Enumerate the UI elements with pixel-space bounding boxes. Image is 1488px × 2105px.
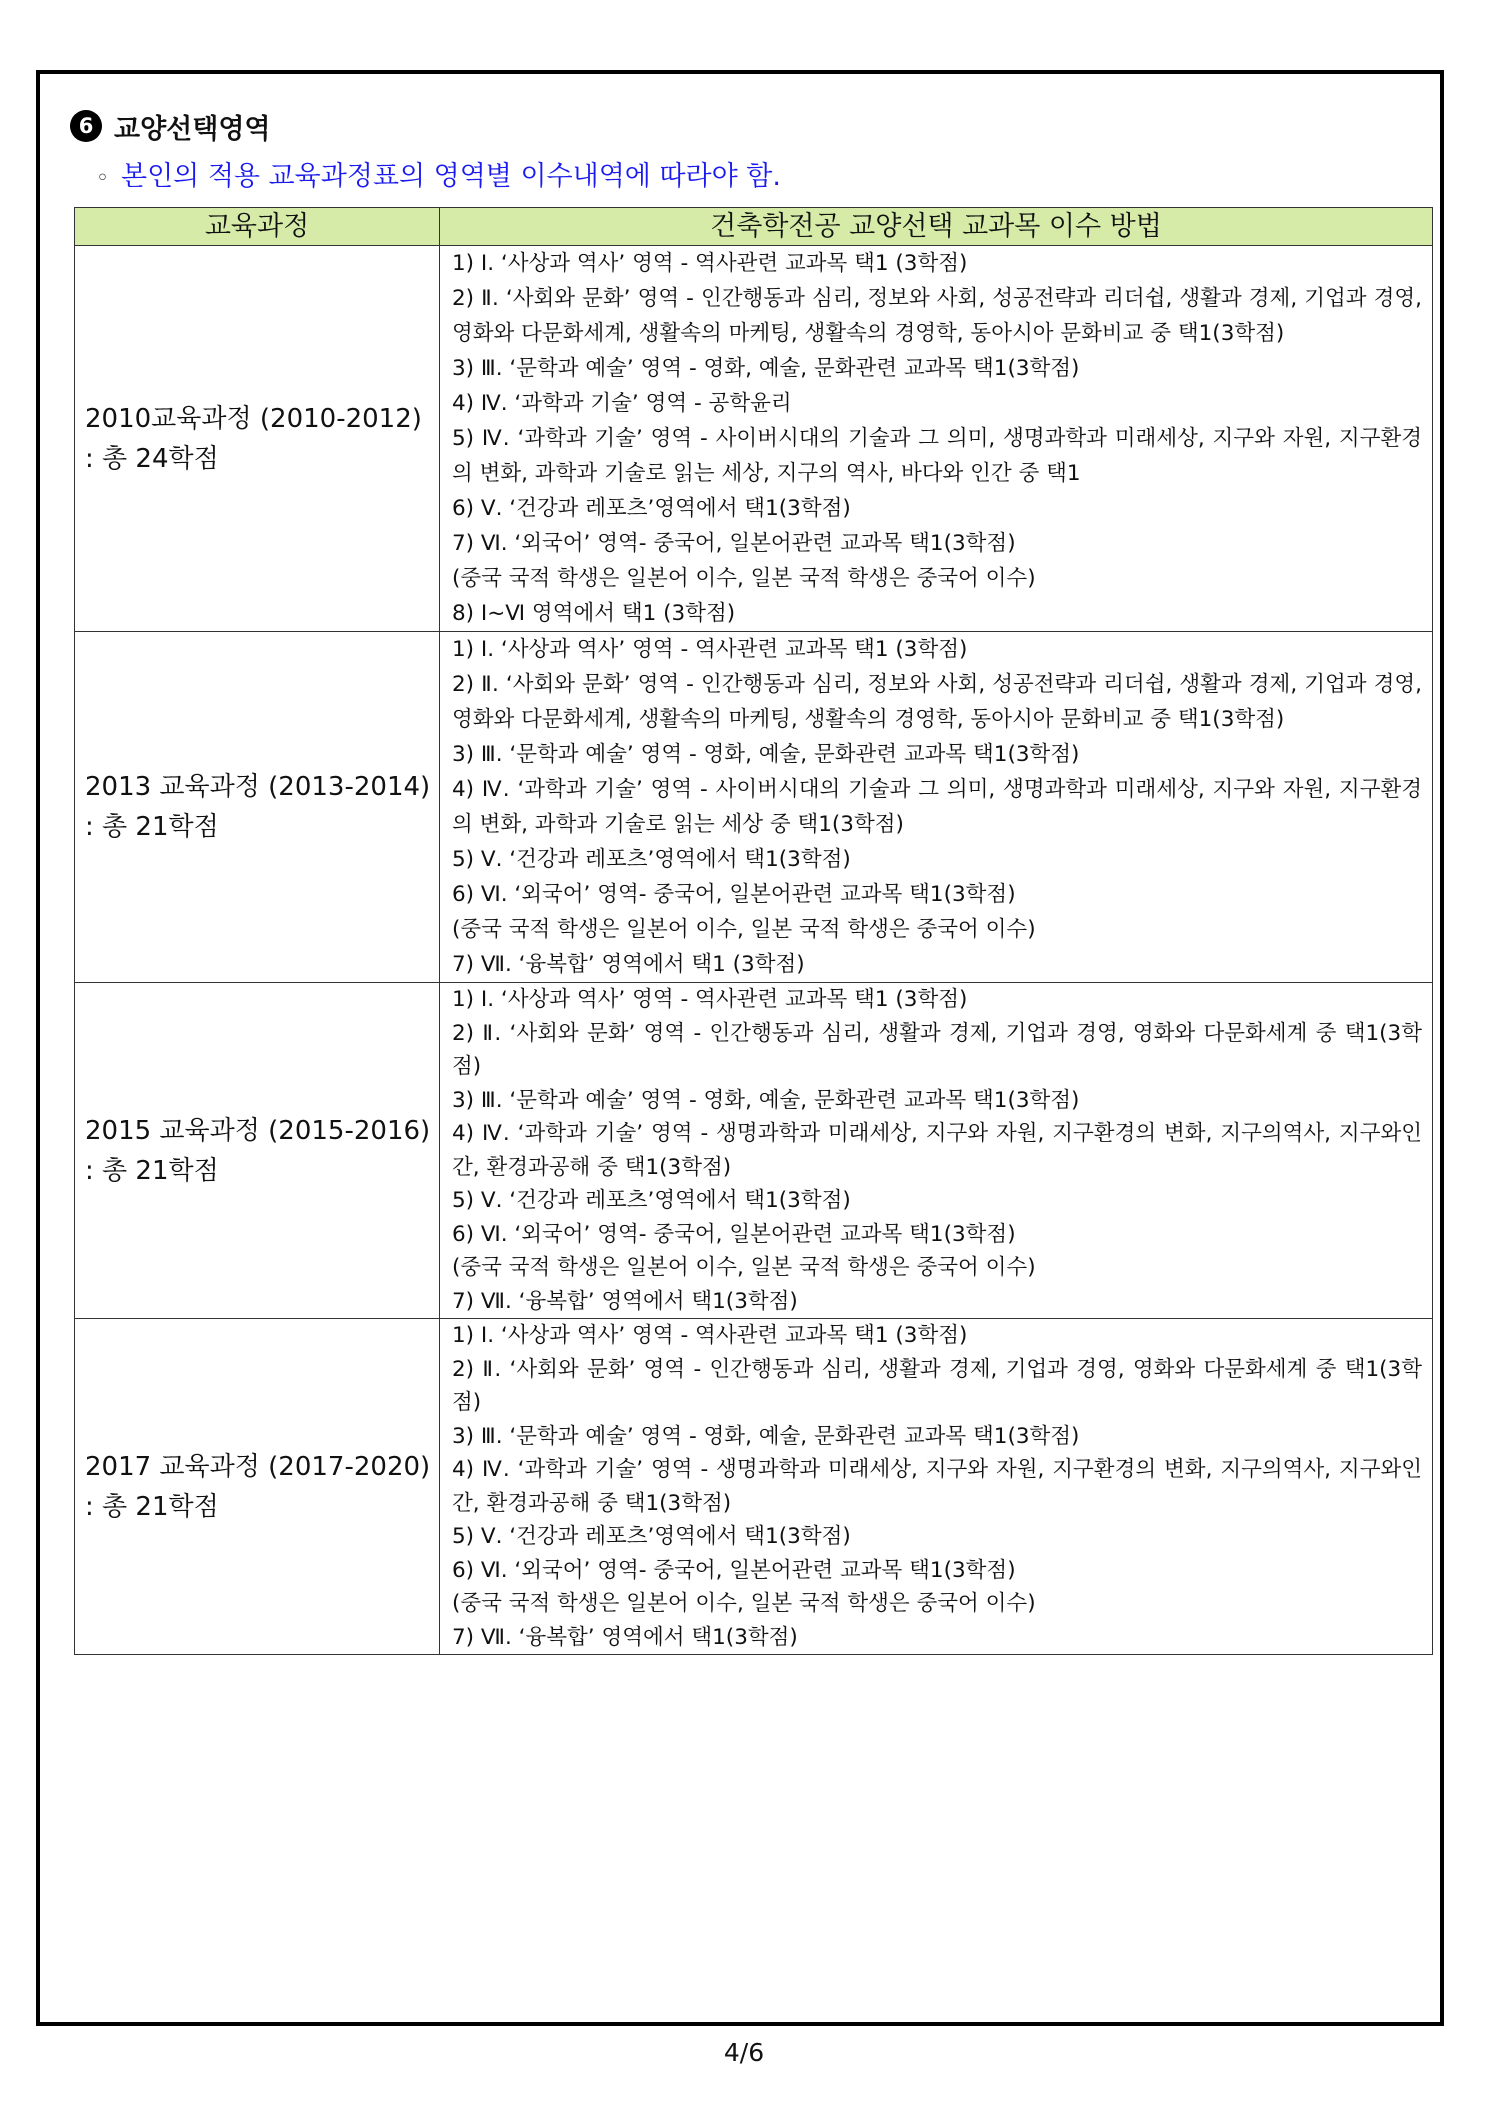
curriculum-credits: : 총 21학점 xyxy=(85,1155,219,1186)
table-header-row xyxy=(75,208,1433,246)
list-item: 4) Ⅳ. ‘과학과 기술’ 영역 - 공학윤리 xyxy=(452,391,792,416)
list-item: 1) Ⅰ. ‘사상과 역사’ 영역 - 역사관련 교과목 택1 (3학점) xyxy=(452,637,968,662)
list-item: (중국 국적 학생은 일본어 이수, 일본 국적 학생은 중국어 이수) xyxy=(452,1591,1036,1616)
curriculum-credits: : 총 21학점 xyxy=(85,1491,219,1522)
curriculum-cell xyxy=(75,632,440,983)
items-cell xyxy=(440,983,1433,1319)
list-item: (중국 국적 학생은 일본어 이수, 일본 국적 학생은 중국어 이수) xyxy=(452,917,1036,942)
list-item: 1) Ⅰ. ‘사상과 역사’ 영역 - 역사관련 교과목 택1 (3학점) xyxy=(452,987,968,1012)
list-item: 6) Ⅵ. ‘외국어’ 영역- 중국어, 일본어관련 교과목 택1(3학점) xyxy=(452,1221,1016,1247)
list-item: 3) Ⅲ. ‘문학과 예술’ 영역 - 영화, 예술, 문화관련 교과목 택1(3학점) xyxy=(452,742,1080,767)
list-item: (중국 국적 학생은 일본어 이수, 일본 국적 학생은 중국어 이수) xyxy=(452,1255,1036,1280)
list-item: 4) Ⅳ. ‘과학과 기술’ 영역 - 생명과학과 미래세상, 지구와 자원, 지구환경의 변화, 지구의역사, 지구와인간, 환경과공해 중 택1(3학점) xyxy=(452,1121,1422,1180)
section-title: 교양선택영역 xyxy=(114,113,271,145)
curriculum-cell xyxy=(75,1319,440,1655)
list-item: 2) Ⅱ. ‘사회와 문화’ 영역 - 인간행동과 심리, 생활과 경제, 기업과 경영, 영화와 다문화세계 중 택1(3학점) xyxy=(452,1356,1422,1415)
list-item: 3) Ⅲ. ‘문학과 예술’ 영역 - 영화, 예술, 문화관련 교과목 택1(3학점) xyxy=(452,1087,1080,1113)
curriculum-name: 2015 교육과정 (2015-2016) xyxy=(85,1115,431,1146)
list-item: (중국 국적 학생은 일본어 이수, 일본 국적 학생은 중국어 이수) xyxy=(452,566,1036,591)
curriculum-credits: : 총 21학점 xyxy=(85,812,219,842)
list-item: 5) Ⅴ. ‘건강과 레포츠’영역에서 택1(3학점) xyxy=(452,847,851,872)
header-method: 건축학전공 교양선택 교과목 이수 방법 xyxy=(440,208,1433,246)
table-row xyxy=(75,632,1433,983)
curriculum-name: 2017 교육과정 (2017-2020) xyxy=(85,1451,431,1482)
page-number: 4/6 xyxy=(723,2038,765,2067)
curriculum-cell xyxy=(75,246,440,632)
list-item: 2) Ⅱ. ‘사회와 문화’ 영역 - 인간행동과 심리, 정보와 사회, 성공전략과 리더쉽, 생활과 경제, 기업과 경영, 영화와 다문화세계, 생활속의 마케팅, 생활속의 경영학, 동아시아 문화비교 중 택1(3학점) xyxy=(452,672,1422,732)
table-row xyxy=(75,246,1433,632)
list-item: 3) Ⅲ. ‘문학과 예술’ 영역 - 영화, 예술, 문화관련 교과목 택1(3학점) xyxy=(452,1423,1080,1449)
list-item: 7) Ⅶ. ‘융복합’ 영역에서 택1(3학점) xyxy=(452,1288,798,1314)
list-item: 3) Ⅲ. ‘문학과 예술’ 영역 - 영화, 예술, 문화관련 교과목 택1(3학점) xyxy=(452,356,1080,381)
items-cell xyxy=(440,632,1433,983)
table-row xyxy=(75,983,1433,1319)
list-item: 6) Ⅴ. ‘건강과 레포츠’영역에서 택1(3학점) xyxy=(452,496,851,521)
list-item: 1) Ⅰ. ‘사상과 역사’ 영역 - 역사관련 교과목 택1 (3학점) xyxy=(452,251,968,276)
section-number-badge: 6 xyxy=(70,110,102,142)
items-cell xyxy=(440,1319,1433,1655)
list-item: 5) Ⅴ. ‘건강과 레포츠’영역에서 택1(3학점) xyxy=(452,1524,851,1549)
curriculum-name: 2010교육과정 (2010-2012) xyxy=(85,403,422,434)
list-item: 4) Ⅳ. ‘과학과 기술’ 영역 - 사이버시대의 기술과 그 의미, 생명과학과 미래세상, 지구와 자원, 지구환경의 변화, 과학과 기술로 읽는 세상 중 택1(3학점) xyxy=(452,777,1422,837)
list-item: 5) Ⅳ. ‘과학과 기술’ 영역 - 사이버시대의 기술과 그 의미, 생명과학과 미래세상, 지구와 자원, 지구환경의 변화, 과학과 기술로 읽는 세상, 지구의 역사, 바다와 인간 중 택1 xyxy=(452,426,1422,486)
list-item: 7) Ⅵ. ‘외국어’ 영역- 중국어, 일본어관련 교과목 택1(3학점) xyxy=(452,531,1016,556)
list-item: 5) Ⅴ. ‘건강과 레포츠’영역에서 택1(3학점) xyxy=(452,1188,851,1213)
curriculum-cell xyxy=(75,983,440,1319)
bullet-icon: ◦ xyxy=(96,166,109,191)
list-item: 7) Ⅶ. ‘융복합’ 영역에서 택1 (3학점) xyxy=(452,952,805,977)
instruction-line xyxy=(96,154,781,193)
curriculum-table xyxy=(74,207,1433,1655)
instruction-text: 본인의 적용 교육과정표의 영역별 이수내역에 따라야 함. xyxy=(120,161,781,192)
items-cell xyxy=(440,246,1433,632)
list-item: 7) Ⅶ. ‘융복합’ 영역에서 택1(3학점) xyxy=(452,1624,798,1650)
table-row xyxy=(75,1319,1433,1655)
curriculum-credits: : 총 24학점 xyxy=(85,443,219,474)
list-item: 4) Ⅳ. ‘과학과 기술’ 영역 - 생명과학과 미래세상, 지구와 자원, 지구환경의 변화, 지구의역사, 지구와인간, 환경과공해 중 택1(3학점) xyxy=(452,1457,1422,1516)
curriculum-name: 2013 교육과정 (2013-2014) xyxy=(85,772,431,802)
list-item: 6) Ⅵ. ‘외국어’ 영역- 중국어, 일본어관련 교과목 택1(3학점) xyxy=(452,1557,1016,1583)
list-item: 1) Ⅰ. ‘사상과 역사’ 영역 - 역사관련 교과목 택1 (3학점) xyxy=(452,1323,968,1348)
section-heading xyxy=(70,106,271,146)
list-item: 6) Ⅵ. ‘외국어’ 영역- 중국어, 일본어관련 교과목 택1(3학점) xyxy=(452,882,1016,907)
list-item: 2) Ⅱ. ‘사회와 문화’ 영역 - 인간행동과 심리, 정보와 사회, 성공전략과 리더쉽, 생활과 경제, 기업과 경영, 영화와 다문화세계, 생활속의 마케팅, 생활속의 경영학, 동아시아 문화비교 중 택1(3학점) xyxy=(452,286,1422,346)
header-curriculum: 교육과정 xyxy=(75,208,440,246)
list-item: 2) Ⅱ. ‘사회와 문화’ 영역 - 인간행동과 심리, 생활과 경제, 기업과 경영, 영화와 다문화세계 중 택1(3학점) xyxy=(452,1020,1422,1079)
list-item: 8) Ⅰ~Ⅵ 영역에서 택1 (3학점) xyxy=(452,601,736,626)
